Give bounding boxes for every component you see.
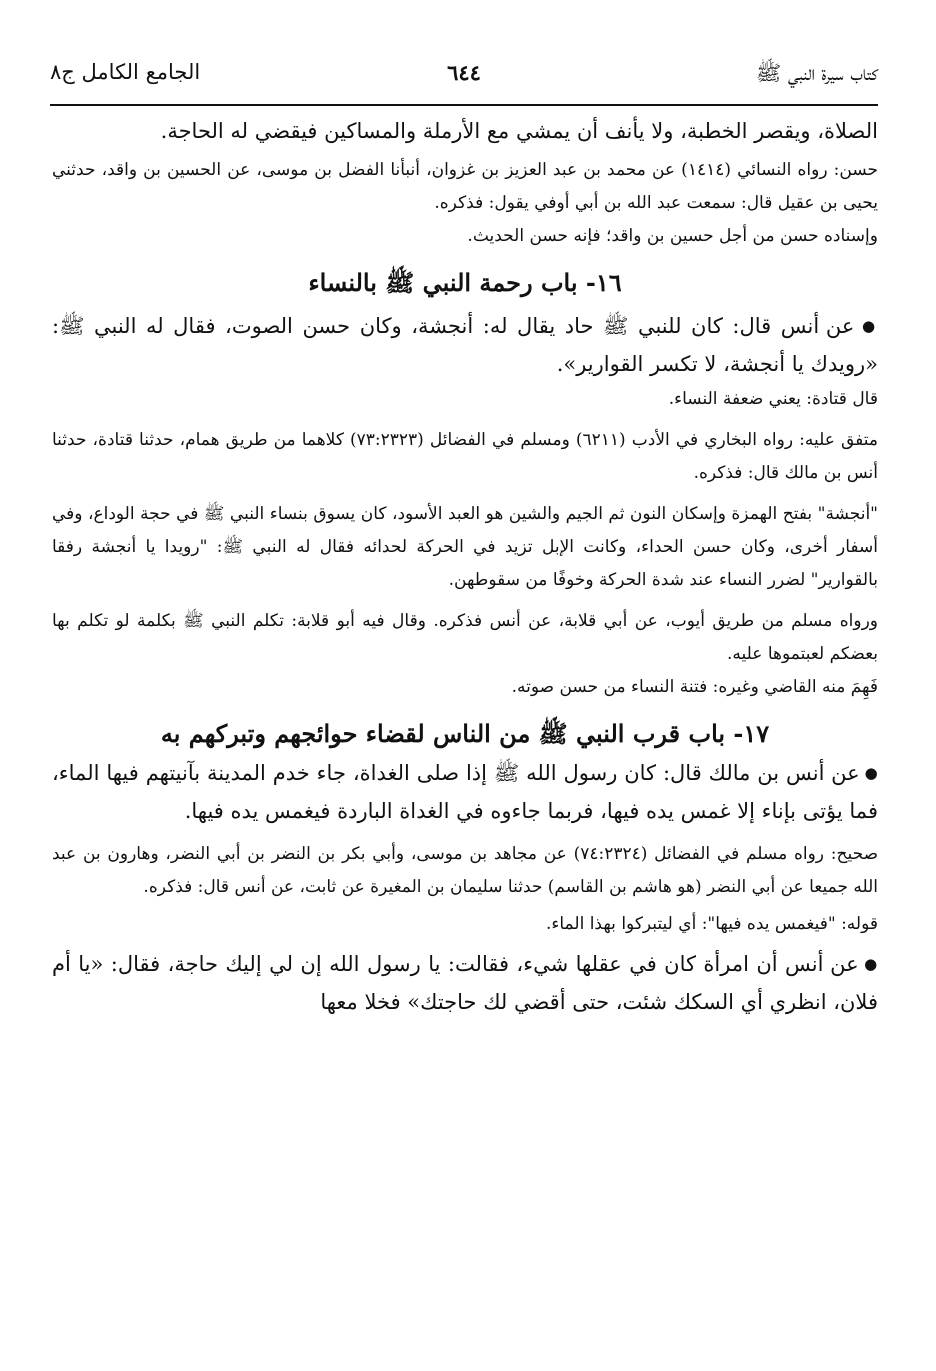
header-rule [50, 104, 878, 106]
hadith-text: ● عن أنس قال: كان للنبي ﷺ حاد يقال له: أنجشة، وكان حسن الصوت، فقال له النبي ﷺ: «رويدك يا أنجشة، لا تكسر القوارير». [52, 307, 878, 383]
chapter-heading-17: ١٧- باب قرب النبي ﷺ من الناس لقضاء حوائجهم وتبركهم به [160, 719, 770, 748]
page-number: ٦٤٤ [447, 60, 481, 85]
hadith-text-continued: الصلاة، ويقصر الخطبة، ولا يأنف أن يمشي مع الأرملة والمساكين فيقضي له الحاجة. [160, 119, 878, 143]
commentary-note: "أنجشة" بفتح الهمزة وإسكان النون ثم الجيم والشين هو العبد الأسود، كان يسوق بنساء النبي ﷺ في حجة الوداع، وفي أسفار أخرى، وكان حسن الحداء، وكانت الإبل تزيد في الحركة لحدائه فقال له النبي ﷺ: "رويدا يا أنجشة رفقا بالقوارير" لضرر النساء عند شدة الحركة وخوفًا من سقوطهن. [52, 504, 878, 590]
isnad-note: وإسناده حسن من أجل حسين بن واقد؛ فإنه حسن الحديث. [467, 226, 878, 246]
book-title: كتاب سيرة النبي ﷺ [755, 61, 878, 85]
page-header [50, 54, 878, 94]
hadith-text: ● عن أنس أن امرأة كان في عقلها شيء، فقالت: يا رسول الله إن لي إليك حاجة، فقال: «يا أم فلان، انظري أي السكك شئت، حتى أقضي لك حاجتك» فخلا معها [52, 945, 878, 1021]
commentary-note: قوله: "فيغمس يده فيها": أي ليتبركوا بهذا الماء. [545, 914, 878, 934]
hadith-grading-note: حسن: رواه النسائي (١٤١٤) عن محمد بن عبد العزيز بن غزوان، أنبأنا الفضل بن موسى، عن الحسين بن واقد، حدثني يحيى بن عقيل قال: سمعت عبد الله بن أبي أوفي يقول: فذكره. [52, 160, 878, 213]
commentary-note: قال قتادة: يعني ضعفة النساء. [668, 389, 878, 409]
hadith-text: ● عن أنس بن مالك قال: كان رسول الله ﷺ إذا صلى الغداة، جاء خدم المدينة بآنيتهم فيها الماء، فما يؤتى بإناء إلا غمس يده فيها، فربما جاءوه في الغداة الباردة فيغمس يده فيها. [52, 754, 878, 830]
volume-title: الجامع الكامل ج٨ [50, 60, 201, 84]
chapter-heading-16: ١٦- باب رحمة النبي ﷺ بالنساء [308, 268, 622, 297]
hadith-grading-note: صحيح: رواه مسلم في الفضائل (٧٤:٢٣٢٤) عن مجاهد بن موسى، وأبي بكر بن النضر بن أبي النضر، وهارون بن عبد الله جميعا عن أبي النضر (هو هاشم بن القاسم) حدثنا سليمان بن المغيرة عن ثابت، عن أنس قال: فذكره. [52, 844, 879, 897]
hadith-grading-note: متفق عليه: رواه البخاري في الأدب (٦٢١١) ومسلم في الفضائل (٧٣:٢٣٢٣) كلاهما من طريق همام، حدثنا قتادة، حدثنا أنس بن مالك قال: فذكره. [52, 430, 878, 483]
page-content [52, 112, 878, 1021]
commentary-note: ورواه مسلم من طريق أيوب، عن أبي قلابة، عن أنس فذكره. وقال فيه أبو قلابة: تكلم النبي ﷺ بكلمة لو تكلم بها بعضكم لعبتموها عليه. [52, 611, 878, 664]
commentary-note: فَهِمَ منه القاضي وغيره: فتنة النساء من حسن صوته. [511, 677, 878, 697]
